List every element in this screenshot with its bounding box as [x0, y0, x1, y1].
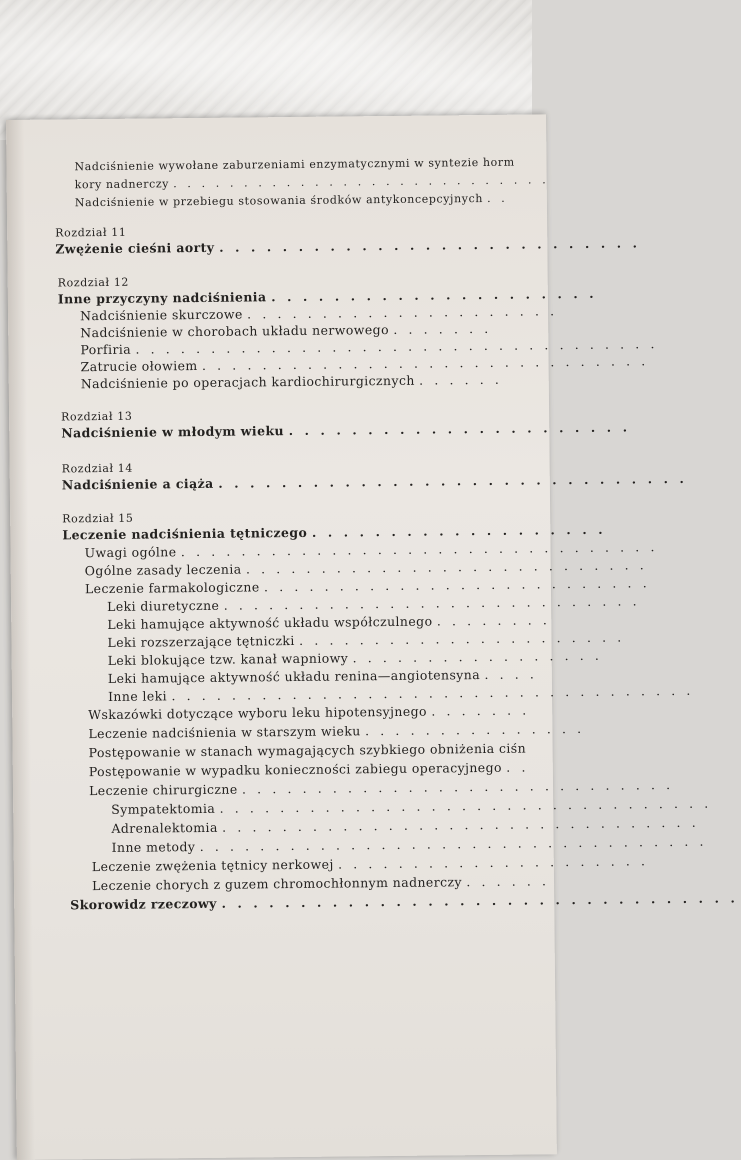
chapter-number: Rozdział 11: [55, 226, 126, 240]
toc-leader-dots: . . . . . . . . . . . . . . . . . . . . . . . . . . .: [246, 557, 648, 576]
toc-entry: [75, 191, 509, 212]
toc-chapter-entry: [55, 235, 640, 257]
chapter-number: Rozdział 12: [58, 276, 129, 290]
toc-entry-title: Leki hamujące aktywność układu współczulnego: [107, 614, 432, 632]
toc-entry: [89, 760, 529, 781]
toc-chapter-title: Inne przyczyny nadciśnienia: [58, 289, 267, 306]
chapter-label: [62, 461, 133, 478]
toc-leader-dots: . .: [487, 192, 508, 205]
toc-chapter-title: Skorowidz rzeczowy: [70, 896, 217, 913]
toc-entry-title: Leczenie nadciśnienia w starszym wieku: [88, 723, 360, 741]
toc-chapter-title: Zwężenie cieśni aorty: [55, 240, 214, 257]
toc-leader-dots: . .: [506, 760, 529, 775]
toc-leader-dots: . . . . . . . . . . . . . . . . .: [352, 648, 602, 666]
toc-chapter-title: Nadciśnienie w młodym wieku: [61, 423, 284, 440]
chapter-number: Rozdział 13: [61, 410, 132, 424]
toc-entry-title: kory nadnerczy: [75, 177, 170, 191]
toc-entry-title: Sympatektomia: [111, 801, 215, 817]
toc-entry-title: Adrenalektomia: [111, 820, 217, 836]
toc-leader-dots: . . . . . . . . . . . . . . . . . . . . . . . . . . . . . .: [218, 471, 687, 491]
chapter-label: [61, 409, 132, 426]
toc-leader-dots: . . . . . . . . . . . . . . . . . . . . . . . . . . . .: [224, 593, 641, 612]
toc-entry-title: Wskazówki dotyczące wyboru leku hipotensyjnego: [88, 704, 427, 723]
toc-leader-dots: . . . . . . . . . . . . . . .: [365, 721, 585, 738]
toc-entry: [92, 873, 550, 894]
chapter-label: [55, 225, 126, 242]
toc-entry-title: Leczenie farmakologiczne: [85, 579, 260, 596]
toc-leader-dots: . . . . . . . . . . . . . . . . . . . . . . . . . . .: [173, 173, 549, 190]
toc-leader-dots: . . . . . . . . . . . . . . . . . . . . . . . . . . . . . . . . . . .: [171, 683, 694, 703]
toc-leader-dots: . . . . . .: [466, 873, 549, 889]
toc-leader-dots: . . . . . . . . . . . . . . . . . . . . . .: [289, 419, 631, 438]
toc-entry-title: Nadciśnienie skurczowe: [80, 307, 243, 324]
toc-chapter-title: Nadciśnienie a ciąża: [62, 476, 214, 493]
toc-entry-title: Leki blokujące tzw. kanał wapniowy: [108, 650, 349, 668]
toc-entry-title: Inne leki: [108, 688, 167, 704]
toc-subentry: [111, 815, 699, 837]
toc-entry-title: Postępowanie w stanach wymagających szybkiego obniżenia ciśn: [89, 741, 527, 761]
toc-entry-title: Nadciśnienie po operacjach kardiochirurgicznych: [81, 373, 415, 391]
toc-leader-dots: . . . . . . . . . . . . . . . . . . . . . . . . . . . . . . . . . .: [200, 834, 708, 854]
toc-leader-dots: . . . . . . . . . . . . . . . . . . . . . . . . . . . . . . . . .: [221, 890, 738, 910]
toc-leader-dots: . . . . . . . . . . . . . . . . . . . . . . . . . . . . . . . . .: [220, 796, 712, 816]
toc-leader-dots: . . . . . . . . . . . . . . . . . . . . . . . . . . . . . . . . . . .: [135, 336, 658, 356]
toc-leader-dots: . . . . . . . . . . . . . . . . . . . . . . . . . . .: [219, 235, 641, 254]
toc-entry-title: Postępowanie w wypadku konieczności zabiegu operacyjnego: [89, 760, 502, 779]
toc-entry: [89, 777, 674, 799]
toc-chapter-entry: [70, 890, 738, 913]
toc-leader-dots: . . . . . . . . . . . . . . . . . . . . . . . . . . . . .: [242, 777, 674, 797]
toc-subentry: [112, 834, 708, 856]
toc-entry-title: Nadciśnienie wywołane zaburzeniami enzymatycznymi w syntezie horm: [74, 156, 514, 174]
toc-chapter-entry: [61, 419, 631, 441]
toc-leader-dots: . . . . . .: [419, 372, 502, 388]
toc-entry-title: Nadciśnienie w chorobach układu nerwowego: [80, 322, 389, 340]
toc-leader-dots: . . . .: [484, 666, 537, 682]
toc-entry: [89, 741, 527, 762]
chapter-label: [58, 275, 129, 292]
toc-entry: [88, 703, 530, 724]
toc-subentry: [108, 683, 694, 705]
chapter-number: Rozdział 14: [62, 462, 133, 476]
toc-leader-dots: . . . . . . . . . . . . . . . . . . . . . . . . . . . . . .: [202, 353, 649, 373]
toc-entry: [92, 853, 649, 875]
toc-leader-dots: . . . . . . . .: [437, 612, 551, 628]
toc-entry: [74, 155, 514, 176]
toc-leader-dots: . . . . . . . . . . . . . . . . . . . . . . . . . . . . . . . .: [181, 539, 658, 559]
toc-chapter-entry: [62, 471, 688, 494]
toc-leader-dots: . . . . . . . . . . . . . . . . . . . . .: [247, 303, 558, 321]
toc-leader-dots: . . . . . . . . . . . . . . . . . . . . . . . . . .: [264, 575, 650, 594]
toc-leader-dots: . . . . . . .: [431, 703, 530, 719]
toc-leader-dots: . . . . . . . . . . . . . . . . . . . . . . . . . . . . . . . .: [222, 815, 699, 835]
toc-subentry: [107, 612, 550, 633]
toc-entry-title: Uwagi ogólne: [84, 544, 176, 560]
toc-subentry: [107, 593, 640, 615]
toc-entry-title: Leki diuretyczne: [107, 598, 219, 614]
chapter-label: [62, 511, 133, 528]
book-page: [6, 114, 557, 1160]
toc-chapter-title: Leczenie nadciśnienia tętniczego: [62, 525, 307, 543]
toc-leader-dots: . . . . . . . . . . . . . . . . . . . . . .: [299, 630, 625, 648]
toc-entry-title: Ogólne zasady leczenia: [85, 562, 242, 579]
toc-entry-title: Inne metody: [112, 839, 196, 855]
toc-leader-dots: . . . . . . .: [393, 321, 492, 337]
toc-entry-title: Leczenie chirurgiczne: [89, 782, 238, 799]
toc-entry-title: Leczenie chorych z guzem chromochłonnym nadnerczy: [92, 874, 462, 893]
chapter-number: Rozdział 15: [62, 512, 133, 526]
toc-entry-title: Nadciśnienie w przebiegu stosowania środków antykoncepcyjnych: [75, 192, 483, 209]
toc-leader-dots: . . . . . . . . . . . . . . . . . . . . .: [338, 853, 649, 871]
toc-entry-title: Porfiria: [80, 342, 131, 358]
toc-entry-title: Zatrucie ołowiem: [81, 358, 198, 374]
toc-entry-title: Leczenie zwężenia tętnicy nerkowej: [92, 857, 334, 875]
toc-leader-dots: . . . . . . . . . . . . . . . . . . .: [312, 522, 606, 540]
toc-entry: [88, 721, 584, 742]
toc-entry-title: Leki hamujące aktywność układu renina—angiotensyna: [108, 667, 480, 686]
toc-entry: [81, 372, 503, 392]
toc-subentry: [111, 796, 712, 818]
toc-subentry: [108, 666, 538, 686]
toc-entry-title: Leki rozszerzające tętniczki: [107, 633, 294, 650]
toc-leader-dots: . . . . . . . . . . . . . . . . . . . . .: [271, 286, 597, 304]
